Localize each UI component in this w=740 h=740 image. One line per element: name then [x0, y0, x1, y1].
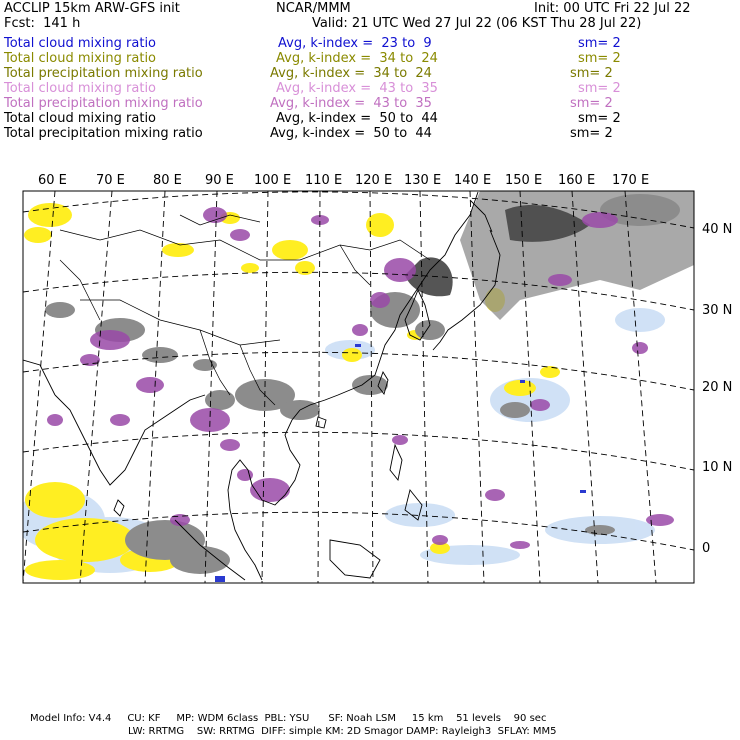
legend-field-6: Total cloud mixing ratio: [4, 111, 157, 126]
legend-stat-4: Avg, k-index = 43 to 35: [276, 81, 438, 96]
lat-label: 20 N: [702, 380, 733, 395]
lon-label: 150 E: [505, 173, 543, 188]
init-time: Init: 00 UTC Fri 22 Jul 22: [534, 1, 691, 16]
valid-time: Valid: 21 UTC Wed 27 Jul 22 (06 KST Thu 28 Jul 22): [312, 16, 642, 31]
legend-sm-7: sm= 2: [570, 126, 613, 141]
lat-label: 10 N: [702, 460, 733, 475]
map-fields: [15, 191, 694, 583]
lon-label: 140 E: [454, 173, 492, 188]
legend-field-5: Total precipitation mixing ratio: [4, 96, 203, 111]
legend-sm-3: sm= 2: [570, 66, 613, 81]
legend-field-7: Total precipitation mixing ratio: [4, 126, 203, 141]
legend-sm-2: sm= 2: [578, 51, 621, 66]
legend-stat-7: Avg, k-index = 50 to 44: [270, 126, 432, 141]
legend-sm-1: sm= 2: [578, 36, 621, 51]
lon-label: 70 E: [96, 173, 125, 188]
lon-label: 170 E: [612, 173, 650, 188]
legend-stat-6: Avg, k-index = 50 to 44: [276, 111, 438, 126]
lat-label: 30 N: [702, 303, 733, 318]
footer-physics-info: LW: RRTMG SW: RRTMG DIFF: simple KM: 2D Smagor DAMP: Rayleigh3 SFLAY: MM5: [128, 726, 557, 737]
lat-label: 40 N: [702, 222, 733, 237]
legend-stat-3: Avg, k-index = 34 to 24: [270, 66, 432, 81]
lon-label: 60 E: [38, 173, 67, 188]
institution-label: NCAR/MMM: [276, 1, 351, 16]
footer-model-info: Model Info: V4.4 CU: KF MP: WDM 6class PBL: YSU SF: Noah LSM 15 km 51 levels 90 sec: [30, 713, 547, 724]
legend-sm-6: sm= 2: [578, 111, 621, 126]
lat-label: 0: [702, 541, 711, 556]
lon-label: 90 E: [205, 173, 234, 188]
lon-label: 130 E: [404, 173, 442, 188]
lon-label: 80 E: [153, 173, 182, 188]
legend-stat-5: Avg, k-index = 43 to 35: [270, 96, 432, 111]
model-title: ACCLIP 15km ARW-GFS init: [4, 1, 180, 16]
legend-field-3: Total precipitation mixing ratio: [4, 66, 203, 81]
legend-sm-4: sm= 2: [578, 81, 621, 96]
legend-sm-5: sm= 2: [570, 96, 613, 111]
legend-stat-2: Avg, k-index = 34 to 24: [276, 51, 438, 66]
legend-field-1: Total cloud mixing ratio: [4, 36, 157, 51]
lon-label: 110 E: [305, 173, 343, 188]
forecast-hour: Fcst: 141 h: [4, 16, 81, 31]
legend-field-2: Total cloud mixing ratio: [4, 51, 157, 66]
legend-field-4: Total cloud mixing ratio: [4, 81, 157, 96]
lon-label: 100 E: [254, 173, 292, 188]
lon-label: 160 E: [558, 173, 596, 188]
lon-label: 120 E: [355, 173, 393, 188]
legend-stat-1: Avg, k-index = 23 to 9: [278, 36, 432, 51]
